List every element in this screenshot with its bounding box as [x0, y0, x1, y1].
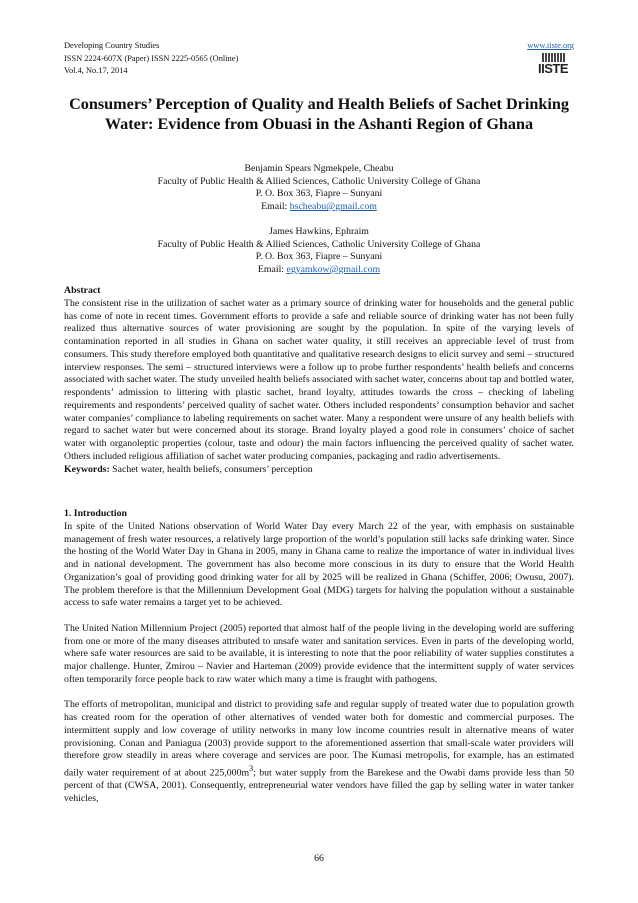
author-address: P. O. Box 363, Fiapre – Sunyani: [255, 188, 383, 200]
issn-line: ISSN 2224-607X (Paper) ISSN 2225-0565 (Online): [64, 53, 239, 63]
author-address: P. O. Box 363, Fiapre – Sunyani: [255, 251, 383, 263]
author-email-line: [64, 201, 574, 214]
journal-header: [64, 40, 574, 78]
paragraph: The United Nation Millennium Project (2005) reported that almost half of the people living in the developing world are suffering from one or more of the many diseases attributed to unsafe water and sanitation services. Even in parts of the developing world, where safe water resources are said to be available, it is interesting to note that the poor reliability of water supplies constitutes a major challenge. Hunter, Zmirou – Navier and Harteman (2009) provide evidence that the intermittent supply of water services often temporarily force people back to raw water which many a time is fraught with pathogens.: [64, 622, 574, 685]
paper-title: Consumers’ Perception of Quality and Health Beliefs of Sachet Drinking Water: Evidence from Obuasi in the Ashanti Region of Ghana: [69, 95, 569, 133]
volume-line: Vol.4, No.17, 2014: [64, 66, 128, 75]
paragraph-text: ; but water supply from the Barekese and the Owabi dams provide less than 50 percent of that (CWSA, 2001). Consequently, entrepreneurial water vendors have filled the gap by selling water in water tanker vehicles,: [64, 767, 575, 804]
introduction-section: [64, 508, 574, 806]
keywords-line: [64, 464, 574, 477]
email-label: Email:: [261, 201, 290, 213]
author-email-link[interactable]: bscheabu@gmail.com: [289, 201, 377, 213]
keywords-label: Keywords:: [64, 463, 110, 475]
abstract-text: The consistent rise in the utilization of sachet water as a primary source of drinking water for households and the general public has come of note in recent times. Government efforts to provide a safe and reliable source of drinking water has not been fully realized thus alternative sources of water provisioning are sought by the population. In spite of the varying levels of contamination reported in all studies in Ghana on sachet water quality, it still receives an appreciable level of trust from consumers. This study therefore employed both quantitative and qualitative research designs to elicit survey and semi – structured interview responses. The semi – structured interviews were a follow up to probe further respondents’ health beliefs and concerns associated with sachet water. The study unveiled health beliefs associated with sachet water, concerns about tap and bottled water, respondents’ admission to littering with plastic sachet, brand loyalty, attitudes towards the cross – checking of labeling requirements and respondents’ perceived quality of sachet water. Others included respondents’ consumption behavior and sachet water companies’ compliance to labeling requirements on sachet water. Many a respondent were unsure of any health beliefs with regard to sachet water but were concerned about its storage. Brand loyalty played a good role in consumers’ choice of sachet water with organoleptic properties (colour, taste and odour) the main factors influencing the perceived quality of sachet water. Others included religious affiliation of sachet water producing companies, packaging and radio advertisements.: [64, 297, 574, 462]
logo-text: IISTE: [537, 61, 568, 76]
author-block: [64, 163, 574, 277]
iiste-logo: [536, 53, 570, 79]
author-name: Benjamin Spears Ngmekpele, Cheabu: [244, 163, 394, 174]
introduction-heading: 1. Introduction: [64, 508, 127, 519]
email-label: Email:: [257, 263, 287, 275]
abstract-heading: Abstract: [64, 285, 101, 296]
author-email-link[interactable]: egyamkow@gmail.com: [286, 263, 381, 275]
journal-name: Developing Country Studies: [64, 41, 160, 50]
author-affiliation: Faculty of Public Health & Allied Sciences, Catholic University College of Ghana: [157, 175, 481, 187]
author-affiliation: Faculty of Public Health & Allied Sciences, Catholic University College of Ghana: [157, 238, 481, 250]
abstract-section: [64, 285, 574, 476]
paragraph-text: The efforts of metropolitan, municipal and district to providing safe and regular supply of treated water due to population growth has created room for the operation of other alternatives of vended water both for domestic and commercial purposes. The intermittent supply and low coverage of utility networks in many low income countries result in alternative means of water provisioning. Conan and Paniagua (2003) provide support to the aforementioned assertion that small-scale water providers will therefore grow steadily in areas where coverage and services are poor. The Kumasi metropolis, for example, has an estimated daily water requirement of at about 225,000m: [64, 699, 574, 779]
journal-url-link[interactable]: www.iiste.org: [527, 41, 574, 50]
author-name: James Hawkins, Ephraim: [269, 225, 369, 237]
paragraph: In spite of the United Nations observation of World Water Day every March 22 of the year, with emphasis on sustainable management of fresh water resources, a relatively large proportion of the world’s population still lacks safe drinking water. Since the hosting of the World Water Day in Ghana in 2005, many in Ghana came to realize the importance of water in individual lives and in national development. The government has also become more conscious in its duty to ensure that the World Health Organization’s goal of providing good drinking water for all by 2025 will be realized in Ghana (Schiffer, 2006; Owusu, 2007). The problem therefore is that the Millennium Development Goal (MDG) targets for halving the population without a sustainable access to safe water remains a target yet to be achieved.: [64, 520, 574, 609]
page-number: 66: [314, 853, 324, 864]
paragraph: [64, 699, 574, 805]
author-email-line: [64, 264, 574, 277]
keywords-text: Sachet water, health beliefs, consumers’ perception: [109, 463, 313, 475]
superscript: 3: [249, 764, 254, 773]
